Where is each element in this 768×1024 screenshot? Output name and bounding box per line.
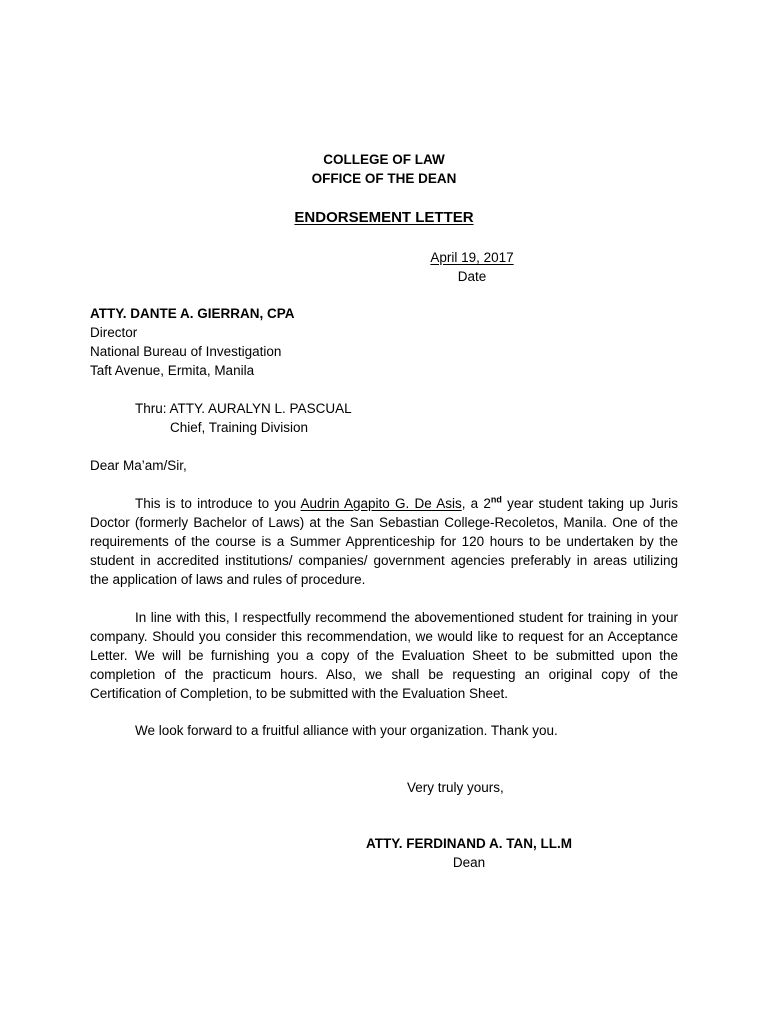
p1-rest: year student taking up Juris Doctor (formerly Bachelor of Laws) at the San Sebastian College-Recoletos, Manila. One of the requirements of the course is a Summer Apprenticeship for 120 hours to be undertaken by the student in accredited institutions/ companies/ government agencies preferably in areas utilizing the application of laws and rules of procedure. <box>90 496 678 587</box>
p1-year-pre: , a <box>461 496 484 511</box>
student-name: Audrin Agapito G. De Asis <box>300 496 462 511</box>
p1-intro: This is to introduce to you <box>135 496 301 511</box>
valediction: Very truly yours, <box>407 780 504 795</box>
body-paragraph-1 <box>90 494 678 589</box>
letter-title-text: ENDORSEMENT LETTER <box>294 209 474 226</box>
p1-year-sup: nd <box>490 494 502 505</box>
recipient-block <box>90 304 295 380</box>
body-paragraph-2: In line with this, I respectfully recommend the abovementioned student for training in your company. Should you consider this recommendation, we would like to request for an Acceptance Letter. We will be furnishing you a copy of the Evaluation Sheet to be submitted upon the completion of the practicum hours. Also, we shall be requesting an original copy of the Certification of Completion, to be submitted with the Evaluation Sheet. <box>90 610 678 701</box>
header-office: OFFICE OF THE DEAN <box>311 171 457 186</box>
signatory-title: Dean <box>452 855 486 870</box>
recipient-office: National Bureau of Investigation <box>90 344 282 359</box>
date-value: April 19, 2017 <box>430 250 514 265</box>
date-label: Date <box>457 269 487 284</box>
signatory-name: ATTY. FERDINAND A. TAN, LL.M <box>366 836 572 851</box>
recipient-position: Director <box>90 325 138 340</box>
p1-year-num: 2 <box>483 496 491 511</box>
header-college: COLLEGE OF LAW <box>323 152 445 167</box>
recipient-address: Taft Avenue, Ermita, Manila <box>90 363 255 378</box>
date-block <box>412 248 532 286</box>
thru-line: Thru: ATTY. AURALYN L. PASCUAL <box>135 401 352 416</box>
salutation: Dear Ma’am/Sir, <box>90 458 187 473</box>
body-paragraph-3: We look forward to a fruitful alliance with your organization. Thank you. <box>135 723 558 738</box>
signature-block <box>340 834 598 872</box>
recipient-name: ATTY. DANTE A. GIERRAN, CPA <box>90 306 295 321</box>
thru-position: Chief, Training Division <box>170 420 309 435</box>
letter-title <box>0 208 768 227</box>
